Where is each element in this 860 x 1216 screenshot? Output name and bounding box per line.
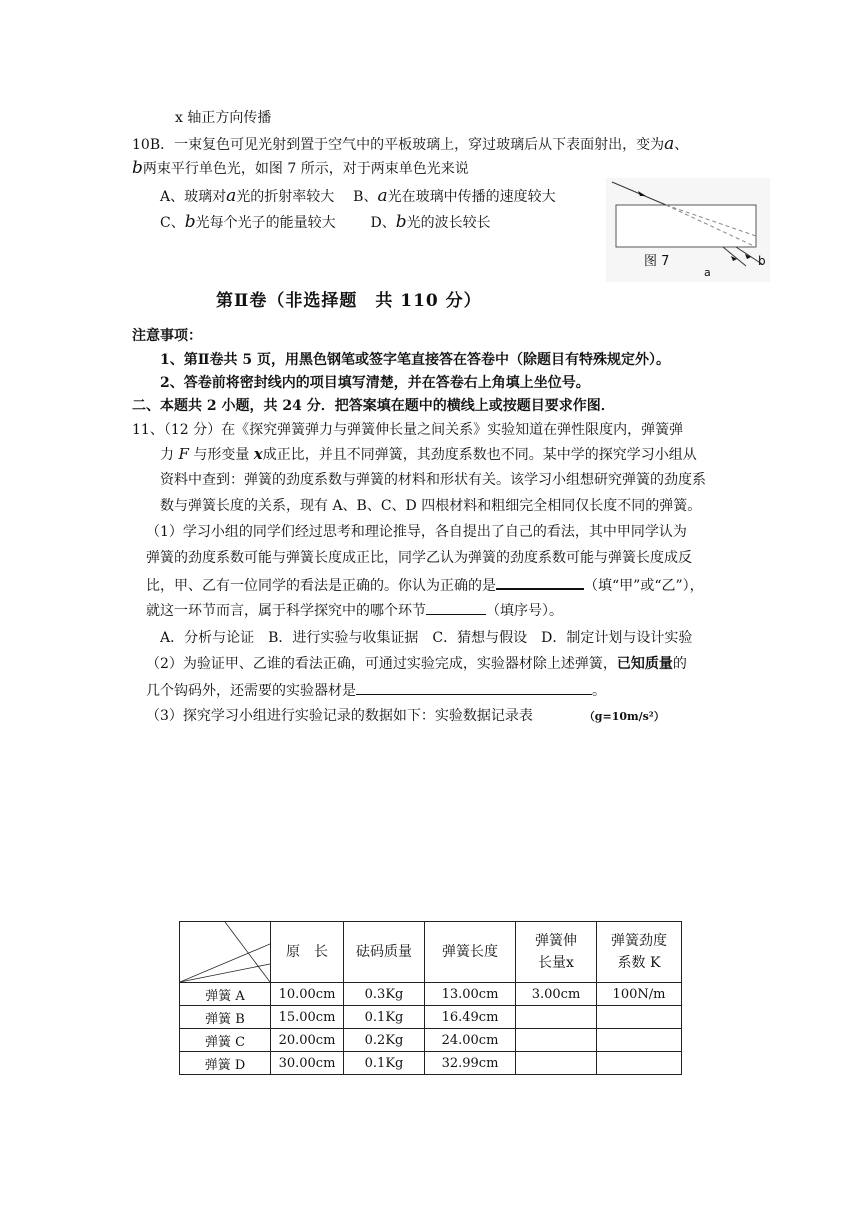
q11-part3-line bbox=[146, 706, 665, 727]
header-spring-length: 弹簧长度 bbox=[425, 922, 516, 983]
glass-refraction-diagram bbox=[606, 178, 770, 282]
table-header-row bbox=[180, 922, 682, 983]
row-mass: 0.3Kg bbox=[344, 983, 425, 1006]
row-stiffness[interactable] bbox=[597, 1029, 682, 1052]
row-extension[interactable] bbox=[516, 1052, 597, 1075]
var-a: a bbox=[664, 134, 675, 154]
q11-line4: 数与弹簧长度的关系，现有 A、B、C、D 四根材料和粗细完全相同仅长度不同的弹簧。 bbox=[160, 498, 702, 514]
var-a: a bbox=[226, 186, 237, 206]
option-b-label: B、 bbox=[353, 189, 378, 205]
answer-blank-equipment[interactable] bbox=[356, 680, 592, 695]
q10-options-row2 bbox=[160, 212, 491, 233]
row-mass: 0.1Kg bbox=[344, 1052, 425, 1075]
var-x: x bbox=[253, 445, 263, 463]
var-F: F bbox=[178, 445, 189, 463]
row-stiffness[interactable] bbox=[597, 1006, 682, 1029]
ray-label-b: b bbox=[758, 254, 766, 268]
option-b-text: 光在玻璃中传播的速度较大 bbox=[387, 189, 556, 205]
table-row bbox=[180, 1052, 682, 1075]
option-c-text: 光每个光子的能量较大 bbox=[195, 215, 336, 231]
q11-line2 bbox=[160, 444, 697, 465]
option-d-text: 光的波长较长 bbox=[406, 215, 491, 231]
row-extension[interactable] bbox=[516, 1029, 597, 1052]
q11-part1-line3-post: （填“甲”或“乙”）， bbox=[584, 578, 704, 594]
table-row bbox=[180, 1029, 682, 1052]
row-stiffness: 100N/m bbox=[597, 983, 682, 1006]
q11-part1-line4-pre: 就这一环节而言，属于科学探究中的哪个环节 bbox=[146, 603, 426, 619]
gravity-note: （g=10m/s²） bbox=[583, 710, 665, 723]
q11-part1-line4-post: （填序号）。 bbox=[486, 603, 563, 619]
table-row bbox=[180, 1006, 682, 1029]
table-row bbox=[180, 983, 682, 1006]
q11-line1: 11、（12 分）在《探究弹簧弹力与弹簧伸长量之间关系》实验知道在弹性限度内，弹簧弹 bbox=[132, 422, 684, 438]
row-extension[interactable] bbox=[516, 1006, 597, 1029]
q10-line2 bbox=[132, 158, 469, 179]
q11-line2-mid: 与形变量 bbox=[193, 447, 250, 463]
option-a-text: 光的折射率较大 bbox=[236, 189, 335, 205]
option-c-label: C、 bbox=[160, 215, 185, 231]
header-stiffness bbox=[597, 922, 682, 983]
option-a-label: A、玻璃对 bbox=[160, 189, 227, 205]
row-name: 弹簧 C bbox=[180, 1029, 271, 1052]
q11-part2-line1 bbox=[146, 654, 687, 674]
row-name: 弹簧 D bbox=[180, 1052, 271, 1075]
notes-heading: 注意事项： bbox=[132, 328, 202, 344]
header-extension-l2: 长量x bbox=[538, 955, 574, 971]
row-mass: 0.1Kg bbox=[344, 1006, 425, 1029]
row-stretched: 32.99cm bbox=[425, 1052, 516, 1075]
note-1: 1、第Ⅱ卷共 5 页，用黑色钢笔或签字笔直接答在答卷中（除题目有特殊规定外）。 bbox=[160, 352, 671, 368]
row-mass: 0.2Kg bbox=[344, 1029, 425, 1052]
figure-caption: 图 7 bbox=[644, 254, 670, 269]
q11-part1-line2: 弹簧的劲度系数可能与弹簧长度成正比，同学乙认为弹簧的劲度系数可能与弹簧长度成反 bbox=[146, 550, 692, 566]
row-length: 20.00cm bbox=[271, 1029, 344, 1052]
header-extension-l1: 弹簧伸 bbox=[535, 933, 577, 949]
table-corner-cell bbox=[180, 922, 271, 983]
q11-line3: 资料中查到：弹簧的劲度系数与弹簧的材料和形状有关。该学习小组想研究弹簧的劲度系 bbox=[160, 472, 706, 488]
section-two-heading: 二、本题共 2 小题，共 24 分．把答案填在题中的横线上或按题目要求作图． bbox=[132, 398, 615, 414]
ray-label-a: a bbox=[704, 266, 711, 279]
previous-question-tail: x 轴正方向传播 bbox=[175, 110, 272, 126]
var-b: b bbox=[395, 212, 407, 232]
q11-part1-line1: （1）学习小组的同学们经过思考和理论推导，各自提出了自己的看法，其中甲同学认为 bbox=[146, 524, 687, 540]
q11-part1-line4 bbox=[146, 600, 563, 621]
row-stretched: 13.00cm bbox=[425, 983, 516, 1006]
q11-part1-line3-pre: 比，甲、乙有一位同学的看法是正确的。你认为正确的是 bbox=[146, 578, 496, 594]
q10-line1-post: 、 bbox=[674, 137, 689, 153]
answer-blank-correct-student[interactable] bbox=[496, 574, 584, 590]
q11-part2-line1-pre: （2）为验证甲、乙谁的看法正确，可通过实验完成，实验器材除上述弹簧， bbox=[146, 656, 617, 672]
var-a: a bbox=[377, 186, 388, 206]
q11-part3-text: （3）探究学习小组进行实验记录的数据如下：实验数据记录表 bbox=[146, 708, 533, 724]
q11-line2-post: 成正比，并且不同弹簧，其劲度系数也不同。某中学的探究学习小组从 bbox=[262, 447, 697, 463]
header-original-length: 原 长 bbox=[271, 922, 344, 983]
part2-title: 第Ⅱ卷（非选择题 共 110 分） bbox=[216, 291, 482, 311]
q10-line1-text: 10B．一束复色可见光射到置于空气中的平板玻璃上，穿过玻璃后从下表面射出，变为 bbox=[132, 137, 665, 153]
answer-blank-inquiry-step[interactable] bbox=[426, 600, 486, 615]
q11-part2-line2-pre: 几个钩码外，还需要的实验器材是 bbox=[146, 683, 356, 699]
q10-line2-text: 两束平行单色光，如图 7 所示，对于两束单色光来说 bbox=[142, 161, 469, 177]
var-b: b bbox=[132, 158, 143, 178]
q11-part2-line2-post: 。 bbox=[592, 683, 606, 699]
row-stiffness[interactable] bbox=[597, 1052, 682, 1075]
var-b: b bbox=[184, 212, 196, 232]
q11-part2-line2 bbox=[146, 680, 606, 701]
header-extension bbox=[516, 922, 597, 983]
q11-part1-line3 bbox=[146, 574, 704, 596]
figure-7 bbox=[606, 178, 770, 282]
header-stiffness-l1: 弹簧劲度 bbox=[611, 933, 667, 949]
q11-part2-bold: 已知质量 bbox=[616, 656, 673, 672]
row-name: 弹簧 B bbox=[180, 1006, 271, 1029]
row-length: 15.00cm bbox=[271, 1006, 344, 1029]
diagonal-header-lines bbox=[180, 922, 270, 982]
option-d-label: D、 bbox=[370, 215, 396, 231]
note-2: 2、答卷前将密封线内的项目填写清楚，并在答卷右上角填上坐位号。 bbox=[160, 375, 590, 391]
data-record-table bbox=[179, 921, 682, 1075]
header-stiffness-l2: 系数 K bbox=[617, 955, 661, 971]
q11-options: A．分析与论证 B．进行实验与收集证据 C．猜想与假设 D．制定计划与设计实验 bbox=[160, 630, 693, 646]
q10-line1 bbox=[132, 134, 688, 155]
row-stretched: 24.00cm bbox=[425, 1029, 516, 1052]
row-length: 10.00cm bbox=[271, 983, 344, 1006]
row-stretched: 16.49cm bbox=[425, 1006, 516, 1029]
row-length: 30.00cm bbox=[271, 1052, 344, 1075]
q10-options-row1 bbox=[160, 186, 556, 207]
row-name: 弹簧 A bbox=[180, 983, 271, 1006]
q11-part2-line1-post: 的 bbox=[672, 656, 687, 672]
header-mass: 砝码质量 bbox=[344, 922, 425, 983]
row-extension: 3.00cm bbox=[516, 983, 597, 1006]
q11-line2-pre: 力 bbox=[160, 447, 174, 463]
